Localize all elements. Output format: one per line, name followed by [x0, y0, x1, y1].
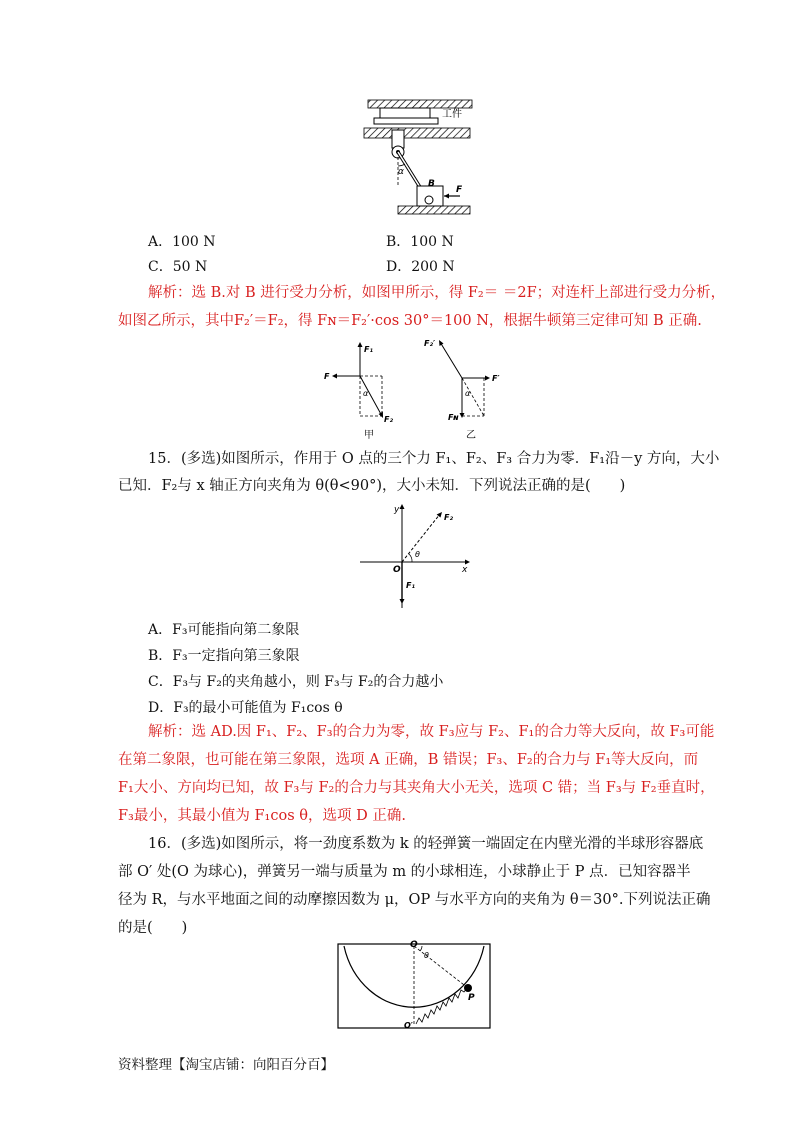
- label-F: F: [456, 185, 463, 195]
- figure-hemisphere-container: [336, 938, 492, 1030]
- q16-stem-line-3: 径为 R，与水平地面之间的动摩擦因数为 μ，OP 与水平方向的夹角为 θ＝30°.下列说法正确: [118, 892, 711, 908]
- q15-analysis-line-4: F₃最小，其最小值为 F₁cos θ，选项 D 正确.: [118, 808, 406, 824]
- q15-analysis-line-1: 解析：选 AD.因 F₁、F₂、F₃的合力为零，故 F₃应与 F₂、F₁的合力等大反向，故 F₃可能: [148, 724, 715, 740]
- q16-stem-line-2: 部 O′ 处(O 为球心)，弹簧另一端与质量为 m 的小球相连，小球静止于 P 点．已知容器半: [118, 864, 691, 880]
- q15-option-b: B．F₃一定指向第三象限: [148, 648, 300, 664]
- figure-linkage: [360, 96, 480, 220]
- q15-stem-line-1: 15．(多选)如图所示，作用于 O 点的三个力 F₁、F₂、F₃ 合力为零．F₁沿－y 方向，大小: [148, 451, 720, 467]
- q14-option-b: B．100 N: [386, 234, 454, 250]
- bottom-O-prime-label: O′: [404, 1021, 413, 1030]
- jia-F1: F₁: [364, 345, 373, 354]
- yi-F2p: F₂′: [424, 339, 436, 348]
- force-F2-label: F₂: [444, 513, 453, 522]
- q15-option-c: C．F₃与 F₂的夹角越小，则 F₃与 F₂的合力越小: [148, 674, 444, 690]
- angle-theta-label: θ: [415, 550, 420, 559]
- axis-x-label: x: [462, 565, 468, 575]
- q14-option-a: A．100 N: [148, 234, 216, 250]
- center-O-label: O: [410, 940, 418, 950]
- q14-analysis-line-1: 解析：选 B.对 B 进行受力分析，如图甲所示，得 F₂＝ ＝2F；对连杆上部进行受力分析，: [148, 285, 726, 301]
- q15-stem-line-2: 已知．F₂与 x 轴正方向夹角为 θ(θ<90°)，大小未知．下列说法正确的是( ): [118, 478, 626, 494]
- q14-option-d: D．200 N: [386, 259, 455, 275]
- footer-source: 资料整理【淘宝店铺：向阳百分百】: [118, 1057, 334, 1073]
- label-B: B: [428, 179, 435, 189]
- label-yi: 乙: [466, 430, 476, 441]
- label-alpha: α: [398, 167, 404, 177]
- jia-F: F: [324, 372, 330, 381]
- force-F1-label: F₁: [406, 581, 415, 590]
- q15-analysis-line-3: F₁大小、方向均已知，故 F₃与 F₂的合力与其夹角大小无关，选项 C 错；当 F₃与 F₂垂直时，: [118, 780, 715, 796]
- figure-force-diagrams: [320, 336, 520, 444]
- origin-O-label: O: [393, 565, 401, 575]
- q16-stem-line-1: 16．(多选)如图所示，将一劲度系数为 k 的轻弹簧一端固定在内壁光滑的半球形容器底: [148, 836, 704, 852]
- label-gongjian: 工件: [442, 109, 462, 120]
- yi-Fp: F′: [492, 374, 500, 383]
- q16-stem-line-4: 的是( ): [118, 920, 188, 936]
- axis-y-label: y: [394, 505, 400, 515]
- label-jia: 甲: [364, 430, 374, 441]
- q15-analysis-line-2: 在第二象限，也可能在第三象限，选项 A 正确，B 错误；F₃、F₂的合力与 F₁等大反向，而: [118, 752, 699, 768]
- yi-alpha: α: [465, 389, 471, 398]
- q14-option-c: C．50 N: [148, 259, 208, 275]
- point-P-label: P: [468, 993, 475, 1003]
- jia-alpha: α: [363, 389, 369, 398]
- jia-F2: F₂: [384, 415, 393, 424]
- q15-option-a: A．F₃可能指向第二象限: [148, 622, 300, 638]
- yi-FN: Fɴ: [448, 413, 459, 422]
- q15-option-d: D．F₃的最小可能值为 F₁cos θ: [148, 700, 343, 716]
- q14-analysis-line-2: 如图乙所示，其中F₂′＝F₂，得 Fɴ＝F₂′·cos 30°＝100 N，根据牛顿第三定律可知 B 正确.: [118, 313, 702, 329]
- figure-coordinate-axes: [356, 500, 476, 612]
- angle-theta-label: θ: [424, 951, 429, 960]
